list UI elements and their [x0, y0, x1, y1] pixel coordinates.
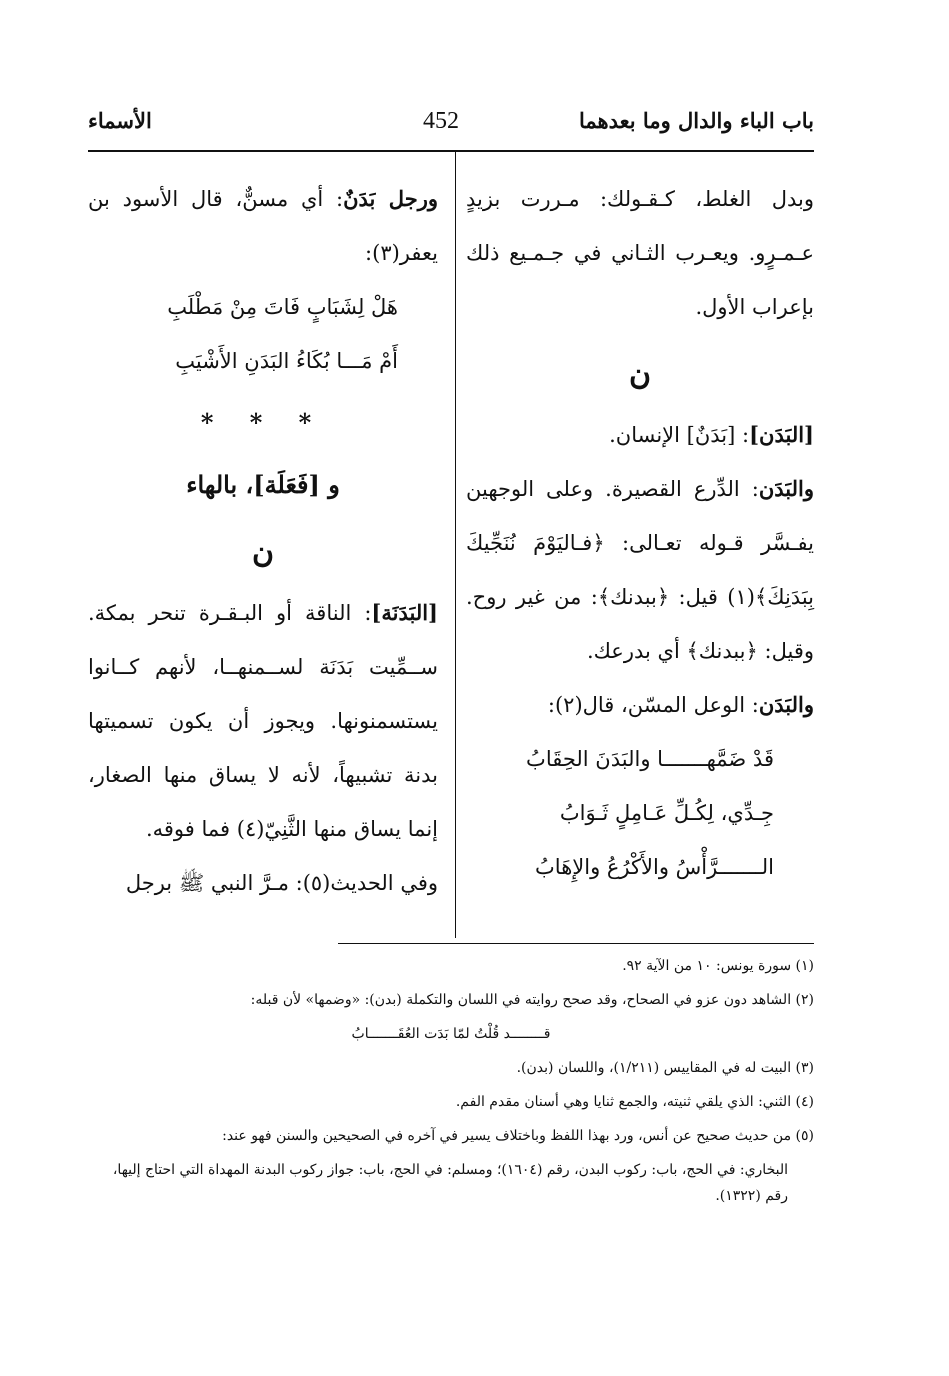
right-column — [466, 172, 814, 894]
entry-badan — [466, 408, 814, 462]
entry-definition: : الناقة أو البـقـرة تنحر بمكة. ســمِّيت بَدَنَة لســمنهــا، لأنهم كــانوا يستسمنونها. ويجوز أن يكون تسميتها بدنة تشبيهاً، لأنه لا يساق منها الصغار، إنما يساق منها الثَّنِيّ(٤) فما فوقه. — [88, 601, 438, 841]
entry-headword: والبَدَن — [758, 692, 814, 717]
paragraph-hadith: وفي الحديث(٥): مـرَّ النبي ﷺ برجل — [125, 871, 438, 895]
section-title: الأسماء — [88, 108, 152, 133]
entry-headword: [البَدَنَة] — [371, 600, 438, 625]
footnote-5: (٥) من حديث صحيح عن أنس، ورد بهذا اللفظ وباختلاف يسير في آخره في الصحيحين والسنن فهو عند: — [222, 1128, 814, 1144]
section-separator: * * * — [200, 408, 326, 437]
verse-line: قَدْ ضَمَّهـــــــا والبَدَنَ الحِقَابُ — [526, 747, 774, 771]
entry-badan-dir — [466, 462, 814, 678]
chapter-title: باب الباء والدال وما بعدهما — [579, 108, 814, 133]
entry-definition: : أي مسنٌّ، قال الأسود بن يعفر(٣): — [88, 187, 438, 265]
footnote-4: (٤) الثني: الذي يلقي ثنيته، والجمع ثنايا وهي أسنان مقدم الفم. — [455, 1094, 814, 1110]
entry-headword: ورجل بَدَنٌ — [343, 186, 438, 211]
verse-line: الـــــــرَّأْسُ والأَكْرُعُ والإِهَابُ — [535, 855, 774, 879]
letter-heading: ن — [251, 535, 275, 570]
paragraph-badal: وبدل الغلط، كـقـولك: مـررت بزيدٍ عـمـرٍو. ويعـرب الثـاني في جـمـيع ذلك بإعراب الأول. — [466, 187, 814, 319]
entry-definition: : الوعل المسّن، قال(٢): — [547, 693, 759, 717]
verse-line: جِـدِّي، لِكُـلِّ عَـامِلٍ ثَـوَابُ — [559, 801, 774, 825]
page-header — [88, 100, 814, 150]
page-number: 452 — [423, 108, 459, 134]
footnote-3: (٣) البيت له في المقاييس (١/٢١١)، واللسان (بدن). — [516, 1060, 814, 1076]
column-divider — [455, 152, 456, 938]
footnote-2: (٢) الشاهد دون عزو في الصحاح، وقد صحح روايته في اللسان والتكملة (بدن): «وضمها» لأن قبله: — [250, 992, 814, 1008]
left-column — [88, 172, 438, 910]
entry-badan-wal — [466, 678, 814, 732]
entry-headword: والبَدَن — [758, 476, 814, 501]
entry-definition: : الدِّرع القصيرة. وعلى الوجهين يفـسَّر قـوله تعـالى: ﴿فـاليَوْمَ نُنَجِّيكَ بِبَدَنِكَ﴾(١) قيل: ﴿ببدنك﴾: من غير روح. وقيل: ﴿ببدنك﴾ أي بدرعك. — [466, 477, 814, 663]
entry-headword: [البَدَن] — [749, 422, 814, 447]
entry-definition: : [بَدَنٌ] الإنسان. — [609, 423, 750, 447]
pattern-heading: و [فَعَلَة]، بالهاء — [186, 470, 340, 499]
letter-heading: ن — [628, 357, 652, 392]
footnotes — [88, 953, 814, 1217]
footnote-5-continued: البخاري: في الحج، باب: ركوب البدن، رقم (١٦٠٤)؛ ومسلم: في الحج، باب: جواز ركوب البدنة المهداة التي احتاج إليها، رقم (١٣٢٢). — [112, 1162, 788, 1204]
footnote-2-verse: قــــــــد قُلْتُ لمّا بَدَت العُقَـــــــابُ — [351, 1026, 551, 1042]
verse-line: هَلْ لِشَبَابٍ فَاتَ مِنْ مَطْلَبِ — [167, 295, 398, 319]
header-rule — [88, 150, 814, 152]
footnote-1: (١) سورة يونس: ١٠ من الآية ٩٢. — [622, 958, 814, 974]
entry-rajul-badan — [88, 172, 438, 280]
footnote-rule — [338, 943, 814, 944]
entry-badana — [88, 586, 438, 856]
verse-line: أَمْ مَـــا بُكَاءُ البَدَنِ الأَشْيَبِ — [175, 349, 398, 373]
